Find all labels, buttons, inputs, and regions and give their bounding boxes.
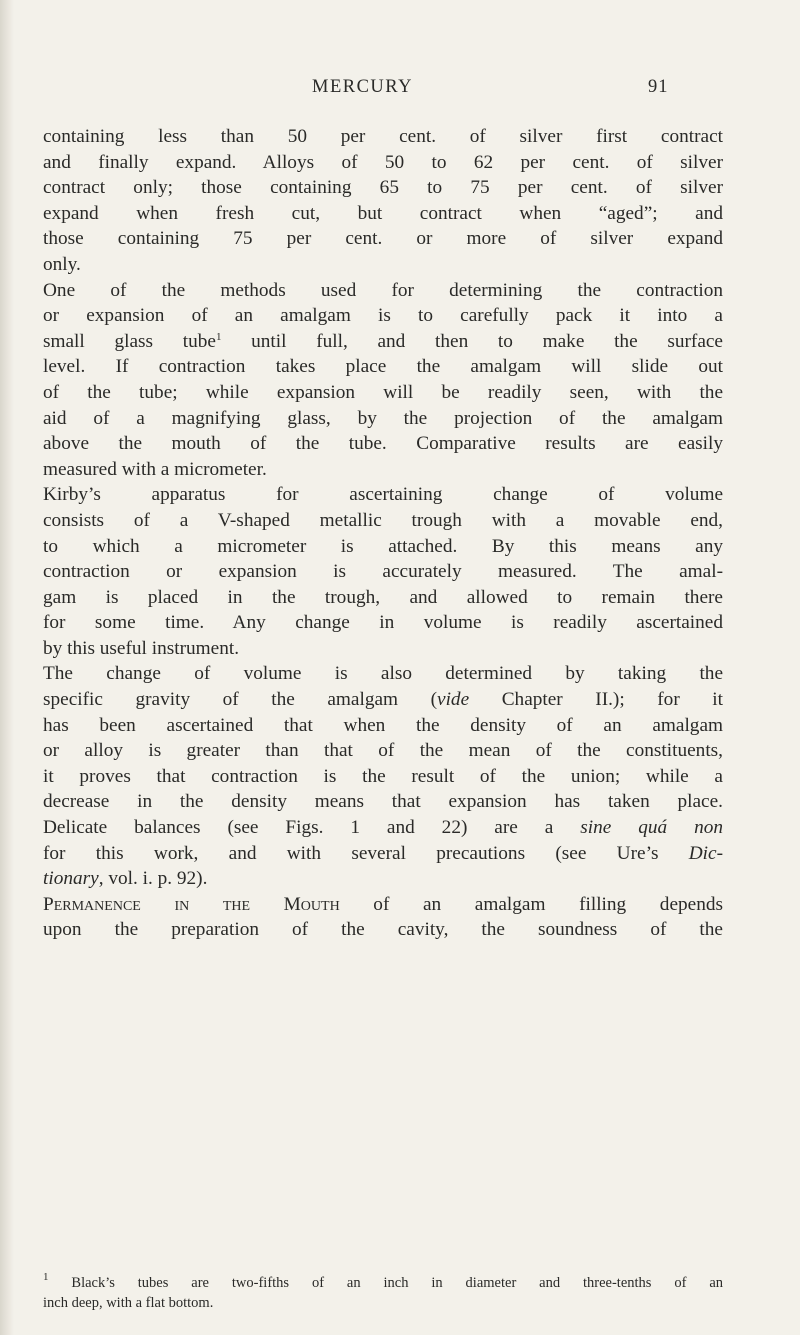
text-line: of the tube; while expansion will be readily seen, with the <box>43 381 723 403</box>
footnote-line: inch deep, with a flat bottom. <box>43 1294 214 1311</box>
italic-text: Dic- <box>688 842 723 864</box>
text-line: measured with a micrometer. <box>43 458 267 480</box>
text-segment: , vol. i. p. 92). <box>98 868 208 890</box>
text-line <box>43 329 723 355</box>
text-line <box>43 841 723 867</box>
text-line <box>43 892 723 918</box>
text-segment: of an amalgam filling depends <box>339 893 723 915</box>
text-line <box>43 815 723 841</box>
paragraph-5 <box>43 892 723 943</box>
text-segment: Delicate balances (see Figs. 1 and 22) are a <box>43 817 581 839</box>
text-line: contraction or expansion is accurately measured. The amal- <box>43 561 723 583</box>
footnote-line <box>43 1271 723 1294</box>
footnote-reference: 1 <box>215 330 222 343</box>
text-line: decrease in the density means that expansion has taken place. <box>43 791 723 813</box>
text-segment: for this work, and with several precautions (see Ure’s <box>43 842 689 864</box>
text-line: only. <box>43 253 81 275</box>
text-line: gam is placed in the trough, and allowed to remain there <box>43 586 723 608</box>
text-segment: small glass tube <box>43 330 216 352</box>
page-header <box>0 77 800 107</box>
text-line: contract only; those containing 65 to 75 per cent. of silver <box>43 177 723 199</box>
paragraph-2 <box>43 278 723 483</box>
text-line: those containing 75 per cent. or more of silver expand <box>43 228 723 250</box>
text-line <box>43 278 723 304</box>
paragraph-1 <box>43 124 723 278</box>
text-line: or expansion of an amalgam is to carefully pack it into a <box>43 305 723 327</box>
text-segment: One of the methods used for determining the contraction <box>43 279 723 301</box>
text-line: aid of a magnifying glass, by the projection of the amalgam <box>43 407 723 429</box>
text-segment: Black’s tubes are two-fifths of an inch in diameter and three-tenths of an <box>48 1275 723 1291</box>
text-line: and finally expand. Alloys of 50 to 62 per cent. of silver <box>43 151 723 173</box>
text-line: it proves that contraction is the result of the union; while a <box>43 765 723 787</box>
paragraph-3 <box>43 482 723 661</box>
italic-text: tionary <box>43 868 99 890</box>
text-line: to which a micrometer is attached. By this means any <box>43 535 723 557</box>
text-line: containing less than 50 per cent. of silver first contract <box>43 126 723 147</box>
text-line: level. If contraction takes place the amalgam will slide out <box>43 356 723 378</box>
text-segment: specific gravity of the amalgam ( <box>43 689 438 711</box>
text-line: has been ascertained that when the density of an amalgam <box>43 714 723 736</box>
page-number: 91 <box>648 77 669 97</box>
paragraph-4 <box>43 661 723 891</box>
page-spine-shadow <box>0 0 14 1335</box>
text-line: for some time. Any change in volume is readily ascertained <box>43 612 723 634</box>
text-line: consists of a V-shaped metallic trough with a movable end, <box>43 509 723 531</box>
italic-text: vide <box>437 689 470 711</box>
text-line: upon the preparation of the cavity, the soundness of the <box>43 919 723 941</box>
text-line: expand when fresh cut, but contract when “aged”; and <box>43 202 723 224</box>
text-line: above the mouth of the tube. Comparative results are easily <box>43 433 723 455</box>
text-segment: Chapter II.); for it <box>469 689 724 711</box>
text-line: The change of volume is also determined by taking the <box>43 663 723 685</box>
text-line <box>43 866 723 892</box>
footnote <box>43 1271 723 1313</box>
body-text <box>43 124 723 943</box>
section-heading: Permanence in the Mouth <box>43 893 340 915</box>
text-segment: until full, and then to make the surface <box>221 330 723 352</box>
text-line: Kirby’s apparatus for ascertaining change of volume <box>43 484 723 506</box>
footnote-marker: 1 <box>43 1271 49 1283</box>
text-line <box>43 687 723 713</box>
text-line: or alloy is greater than that of the mean of the constituents, <box>43 740 723 762</box>
text-line: by this useful instrument. <box>43 637 240 659</box>
italic-text: sine quá non <box>580 817 723 839</box>
running-title: MERCURY <box>312 77 413 97</box>
